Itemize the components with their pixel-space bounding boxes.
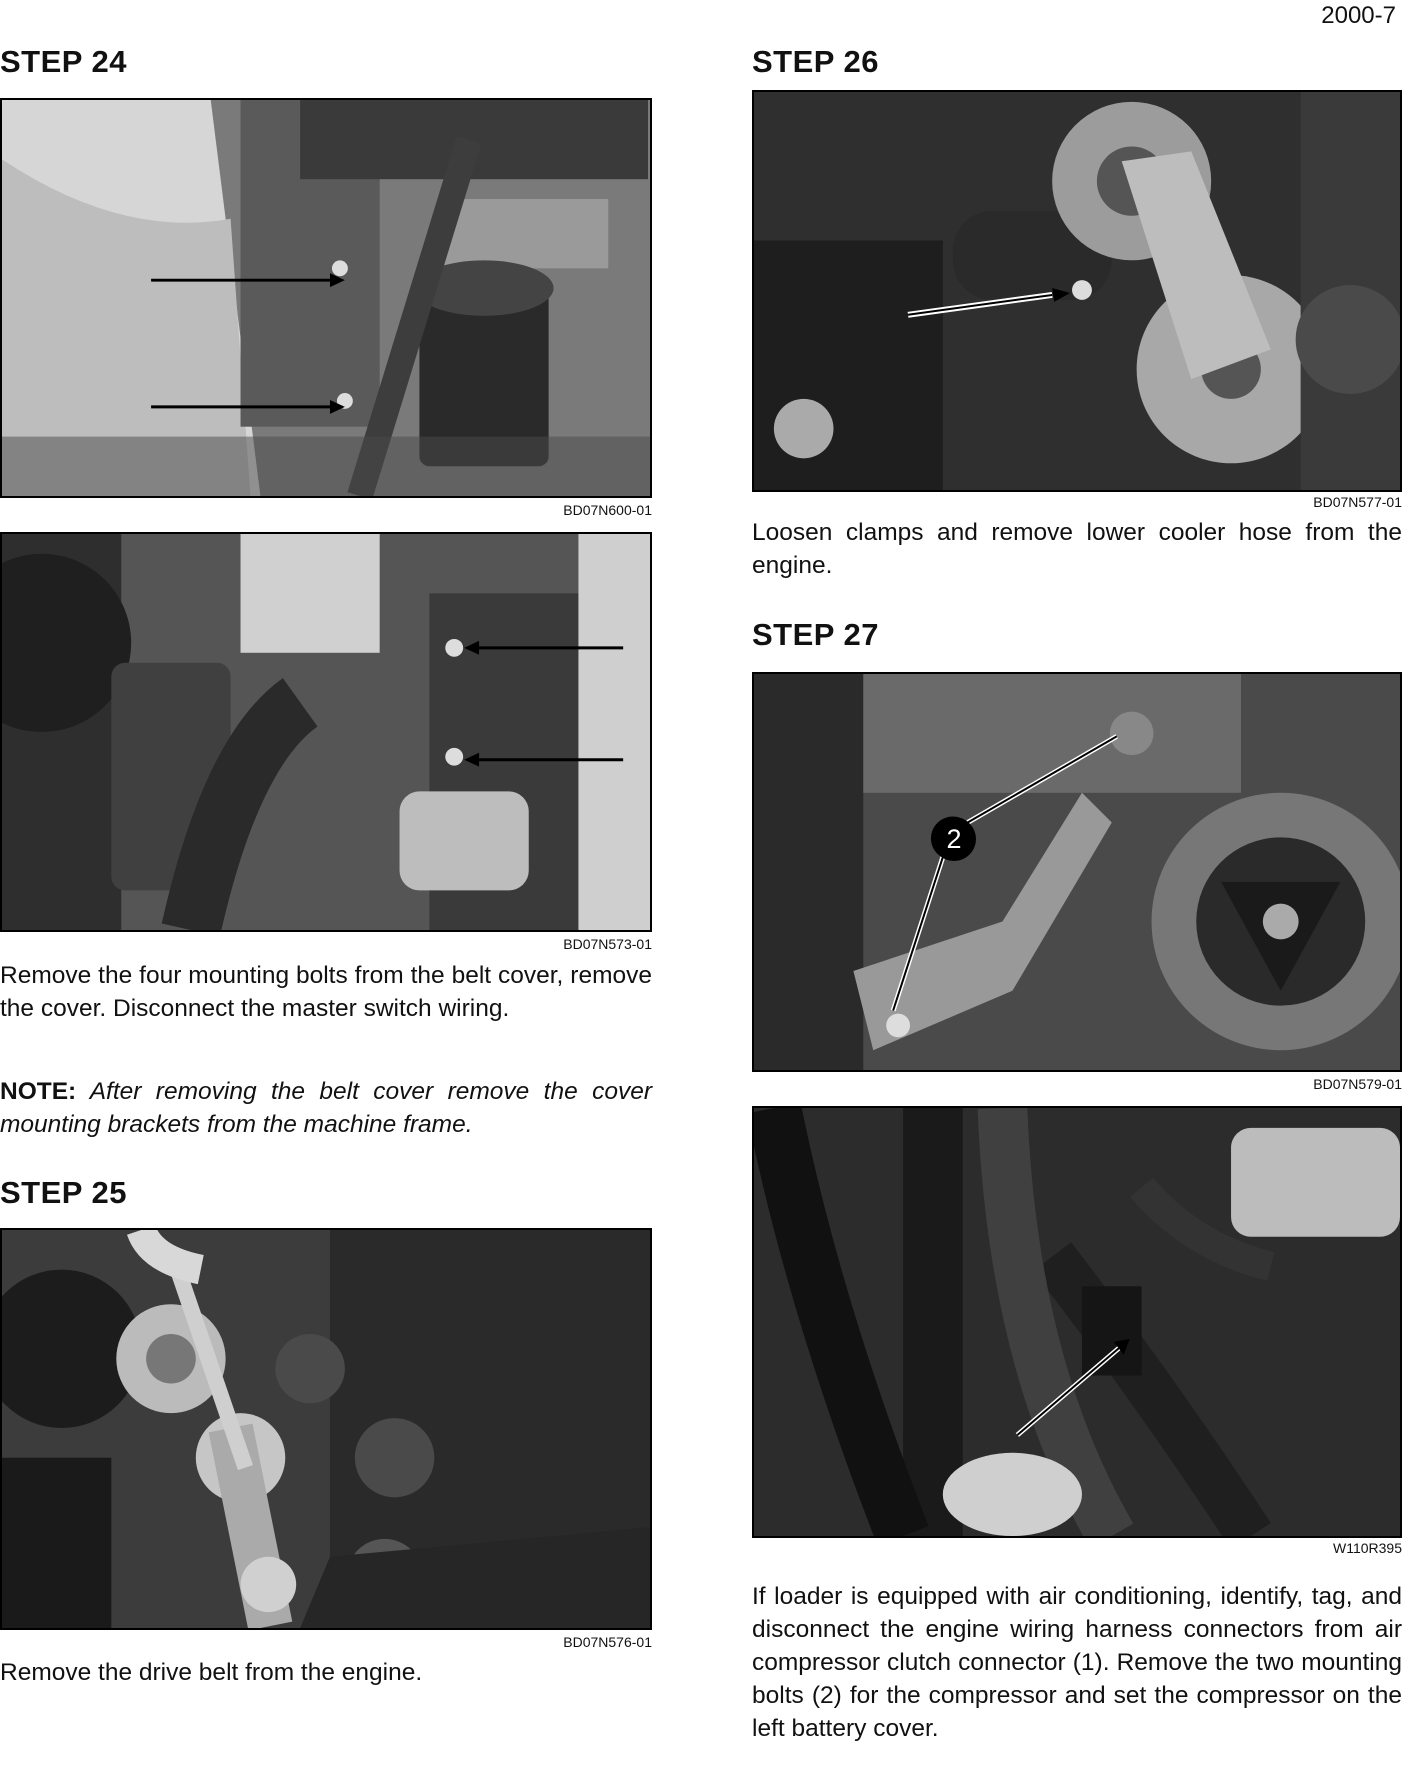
step-25-instructions: Remove the drive belt from the engine. xyxy=(0,1659,423,1686)
page-number: 2000-7 xyxy=(1321,2,1396,29)
step-27-photo-2 xyxy=(752,1106,1402,1538)
note-text: After removing the belt cover remove the cover mounting brackets from the machine frame. xyxy=(0,1078,652,1138)
step-24-photo-2 xyxy=(0,532,652,932)
step-25-title: STEP 25 xyxy=(0,1175,128,1210)
step-25-photo-caption: BD07N576-01 xyxy=(563,1634,652,1650)
step-26-photo xyxy=(752,90,1402,492)
step-27-photo-1 xyxy=(752,672,1402,1072)
step-24-title: STEP 24 xyxy=(0,44,128,79)
step-24-instructions: Remove the four mounting bolts from the belt cover, remove the cover. Disconnect the master switch wiring. xyxy=(0,962,652,1022)
step-24-photo-2-caption: BD07N573-01 xyxy=(563,936,652,952)
step-26-photo-caption: BD07N577-01 xyxy=(1313,494,1402,510)
step-26-instructions: Loosen clamps and remove lower cooler hose from the engine. xyxy=(752,519,1402,579)
callout-2: 2 xyxy=(932,817,976,861)
step-26-title: STEP 26 xyxy=(752,44,880,79)
note-label: NOTE: xyxy=(0,1078,77,1105)
step-25-photo xyxy=(0,1228,652,1630)
step-24-note xyxy=(0,1075,652,1141)
step-27-instructions: If loader is equipped with air conditioning, identify, tag, and disconnect the engine wiring harness connectors from air compressor clutch connector (1). Remove the two mounting bolts (2) for the compressor and set the compressor on the left battery cover. xyxy=(752,1583,1402,1742)
step-27-title: STEP 27 xyxy=(752,617,880,652)
step-24-photo-1 xyxy=(0,98,652,498)
step-27-photo-2-caption: W110R395 xyxy=(1332,1540,1402,1556)
step-27-photo-1-caption: BD07N579-01 xyxy=(1313,1076,1402,1092)
step-24-photo-1-caption: BD07N600-01 xyxy=(563,502,652,518)
